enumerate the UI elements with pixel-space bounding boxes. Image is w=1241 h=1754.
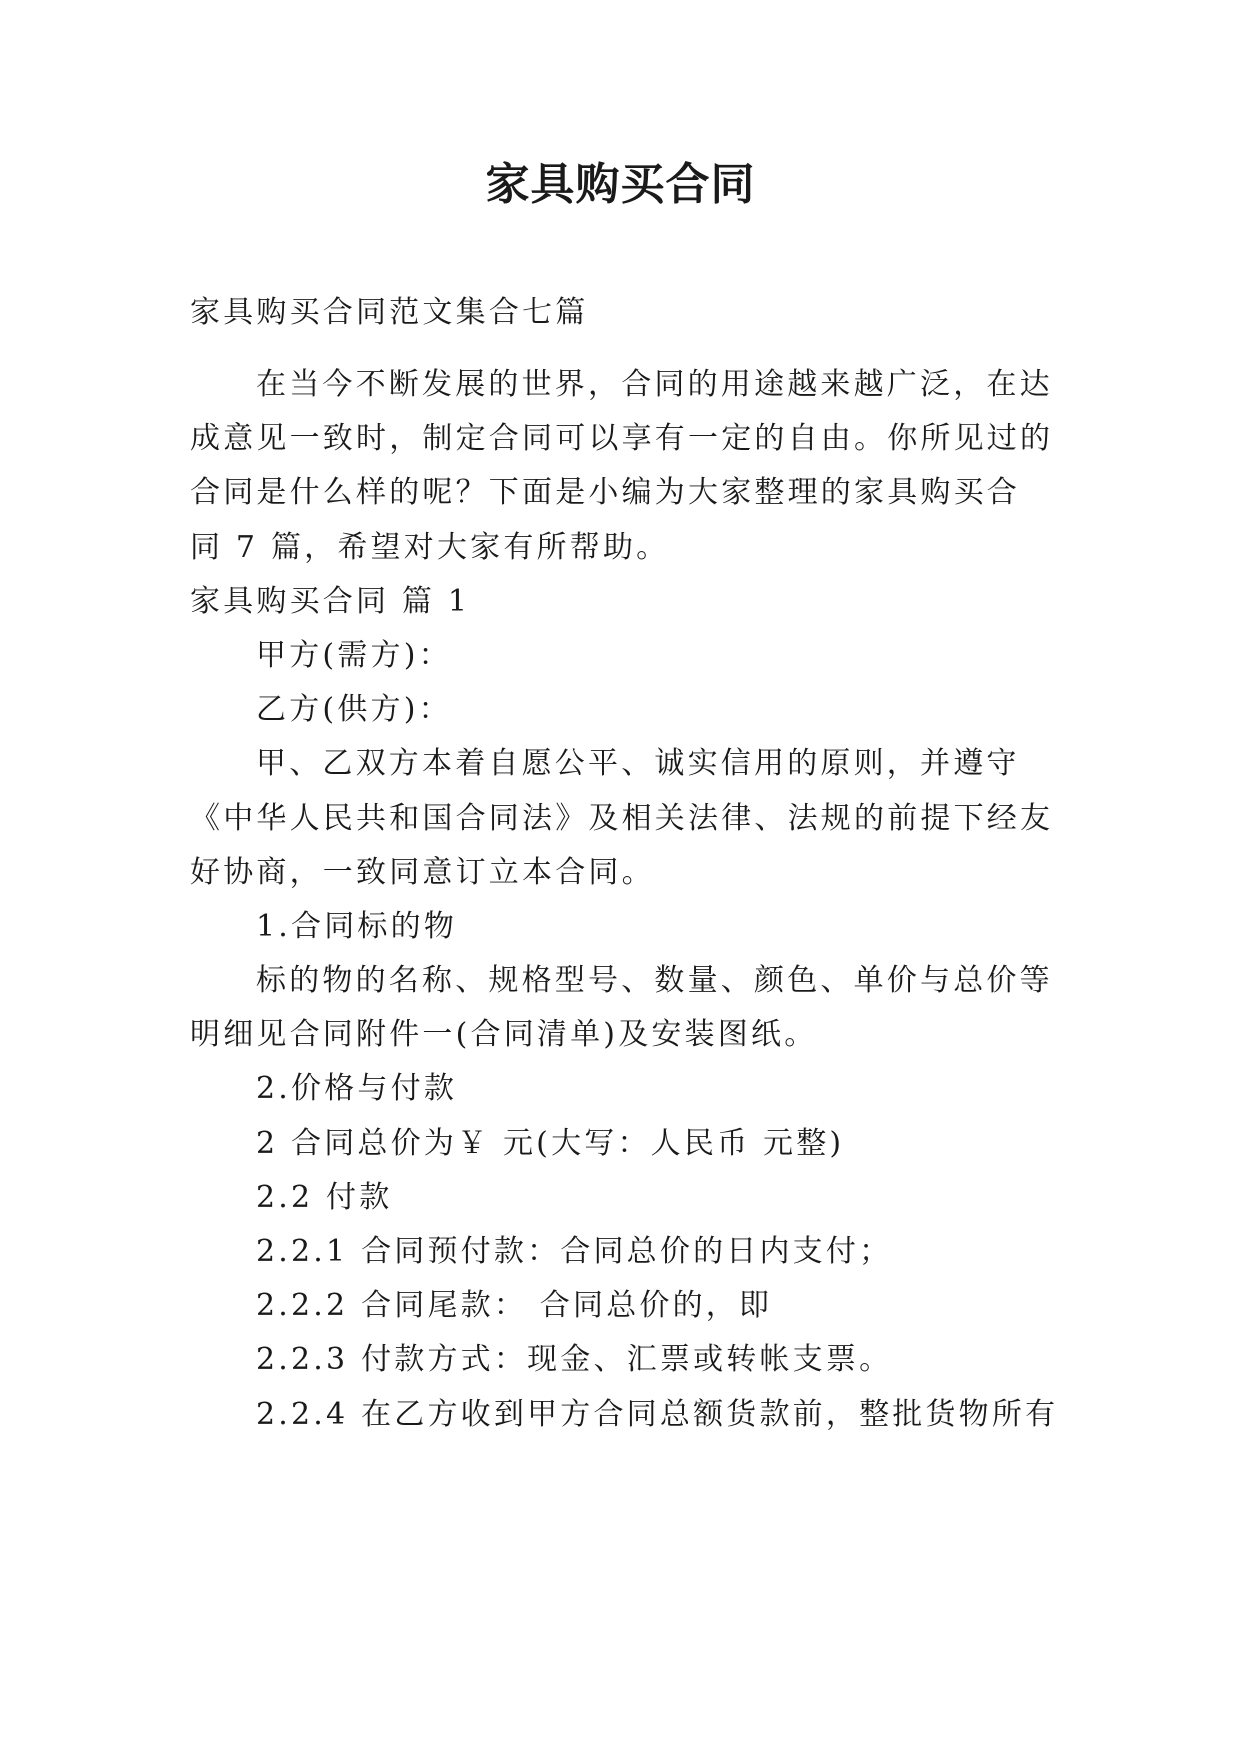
clause-line: 2 合同总价为￥ 元(大写：人民币 元整) [256,1125,845,1161]
clause-line: 2.2.1 合同预付款：合同总价的日内支付； [256,1234,893,1269]
body-line: 合同是什么样的呢？下面是小编为大家整理的家具购买合 [190,475,1020,511]
body-line: 标的物的名称、规格型号、数量、颜色、单价与总价等 [256,963,1053,999]
party-a-line: 甲方(需方)： [256,637,452,673]
body-line: 同 7 篇，希望对大家有所帮助。 [190,529,670,565]
body-line: 成意见一致时，制定合同可以享有一定的自由。你所见过的 [190,421,1054,457]
party-b-line: 乙方(供方)： [256,692,452,728]
clause-line: 2.2.4 在乙方收到甲方合同总额货款前，整批货物所有 [256,1396,1059,1432]
document-subtitle: 家具购买合同范文集合七篇 [190,295,589,330]
clause-heading: 1.合同标的物 [256,908,458,944]
body-line: 《中华人民共和国合同法》及相关法律、法规的前提下经友 [190,800,1054,836]
body-line: 在当今不断发展的世界，合同的用途越来越广泛，在达 [256,367,1053,402]
clause-line: 2.2.2 合同尾款： 合同总价的，即 [256,1288,773,1324]
body-line: 好协商，一致同意订立本合同。 [190,854,655,890]
body-line: 甲、乙双方本着自愿公平、诚实信用的原则，并遵守 [256,746,1020,782]
body-line: 明细见合同附件一(合同清单)及安装图纸。 [190,1017,818,1053]
document-body [190,358,1070,1442]
clause-heading: 2.价格与付款 [256,1071,458,1107]
clause-line: 2.2.3 付款方式：现金、汇票或转帐支票。 [256,1342,893,1378]
clause-line: 2.2 付款 [256,1179,393,1215]
section-heading: 家具购买合同 篇 1 [190,583,471,619]
document-title: 家具购买合同 [485,159,756,210]
